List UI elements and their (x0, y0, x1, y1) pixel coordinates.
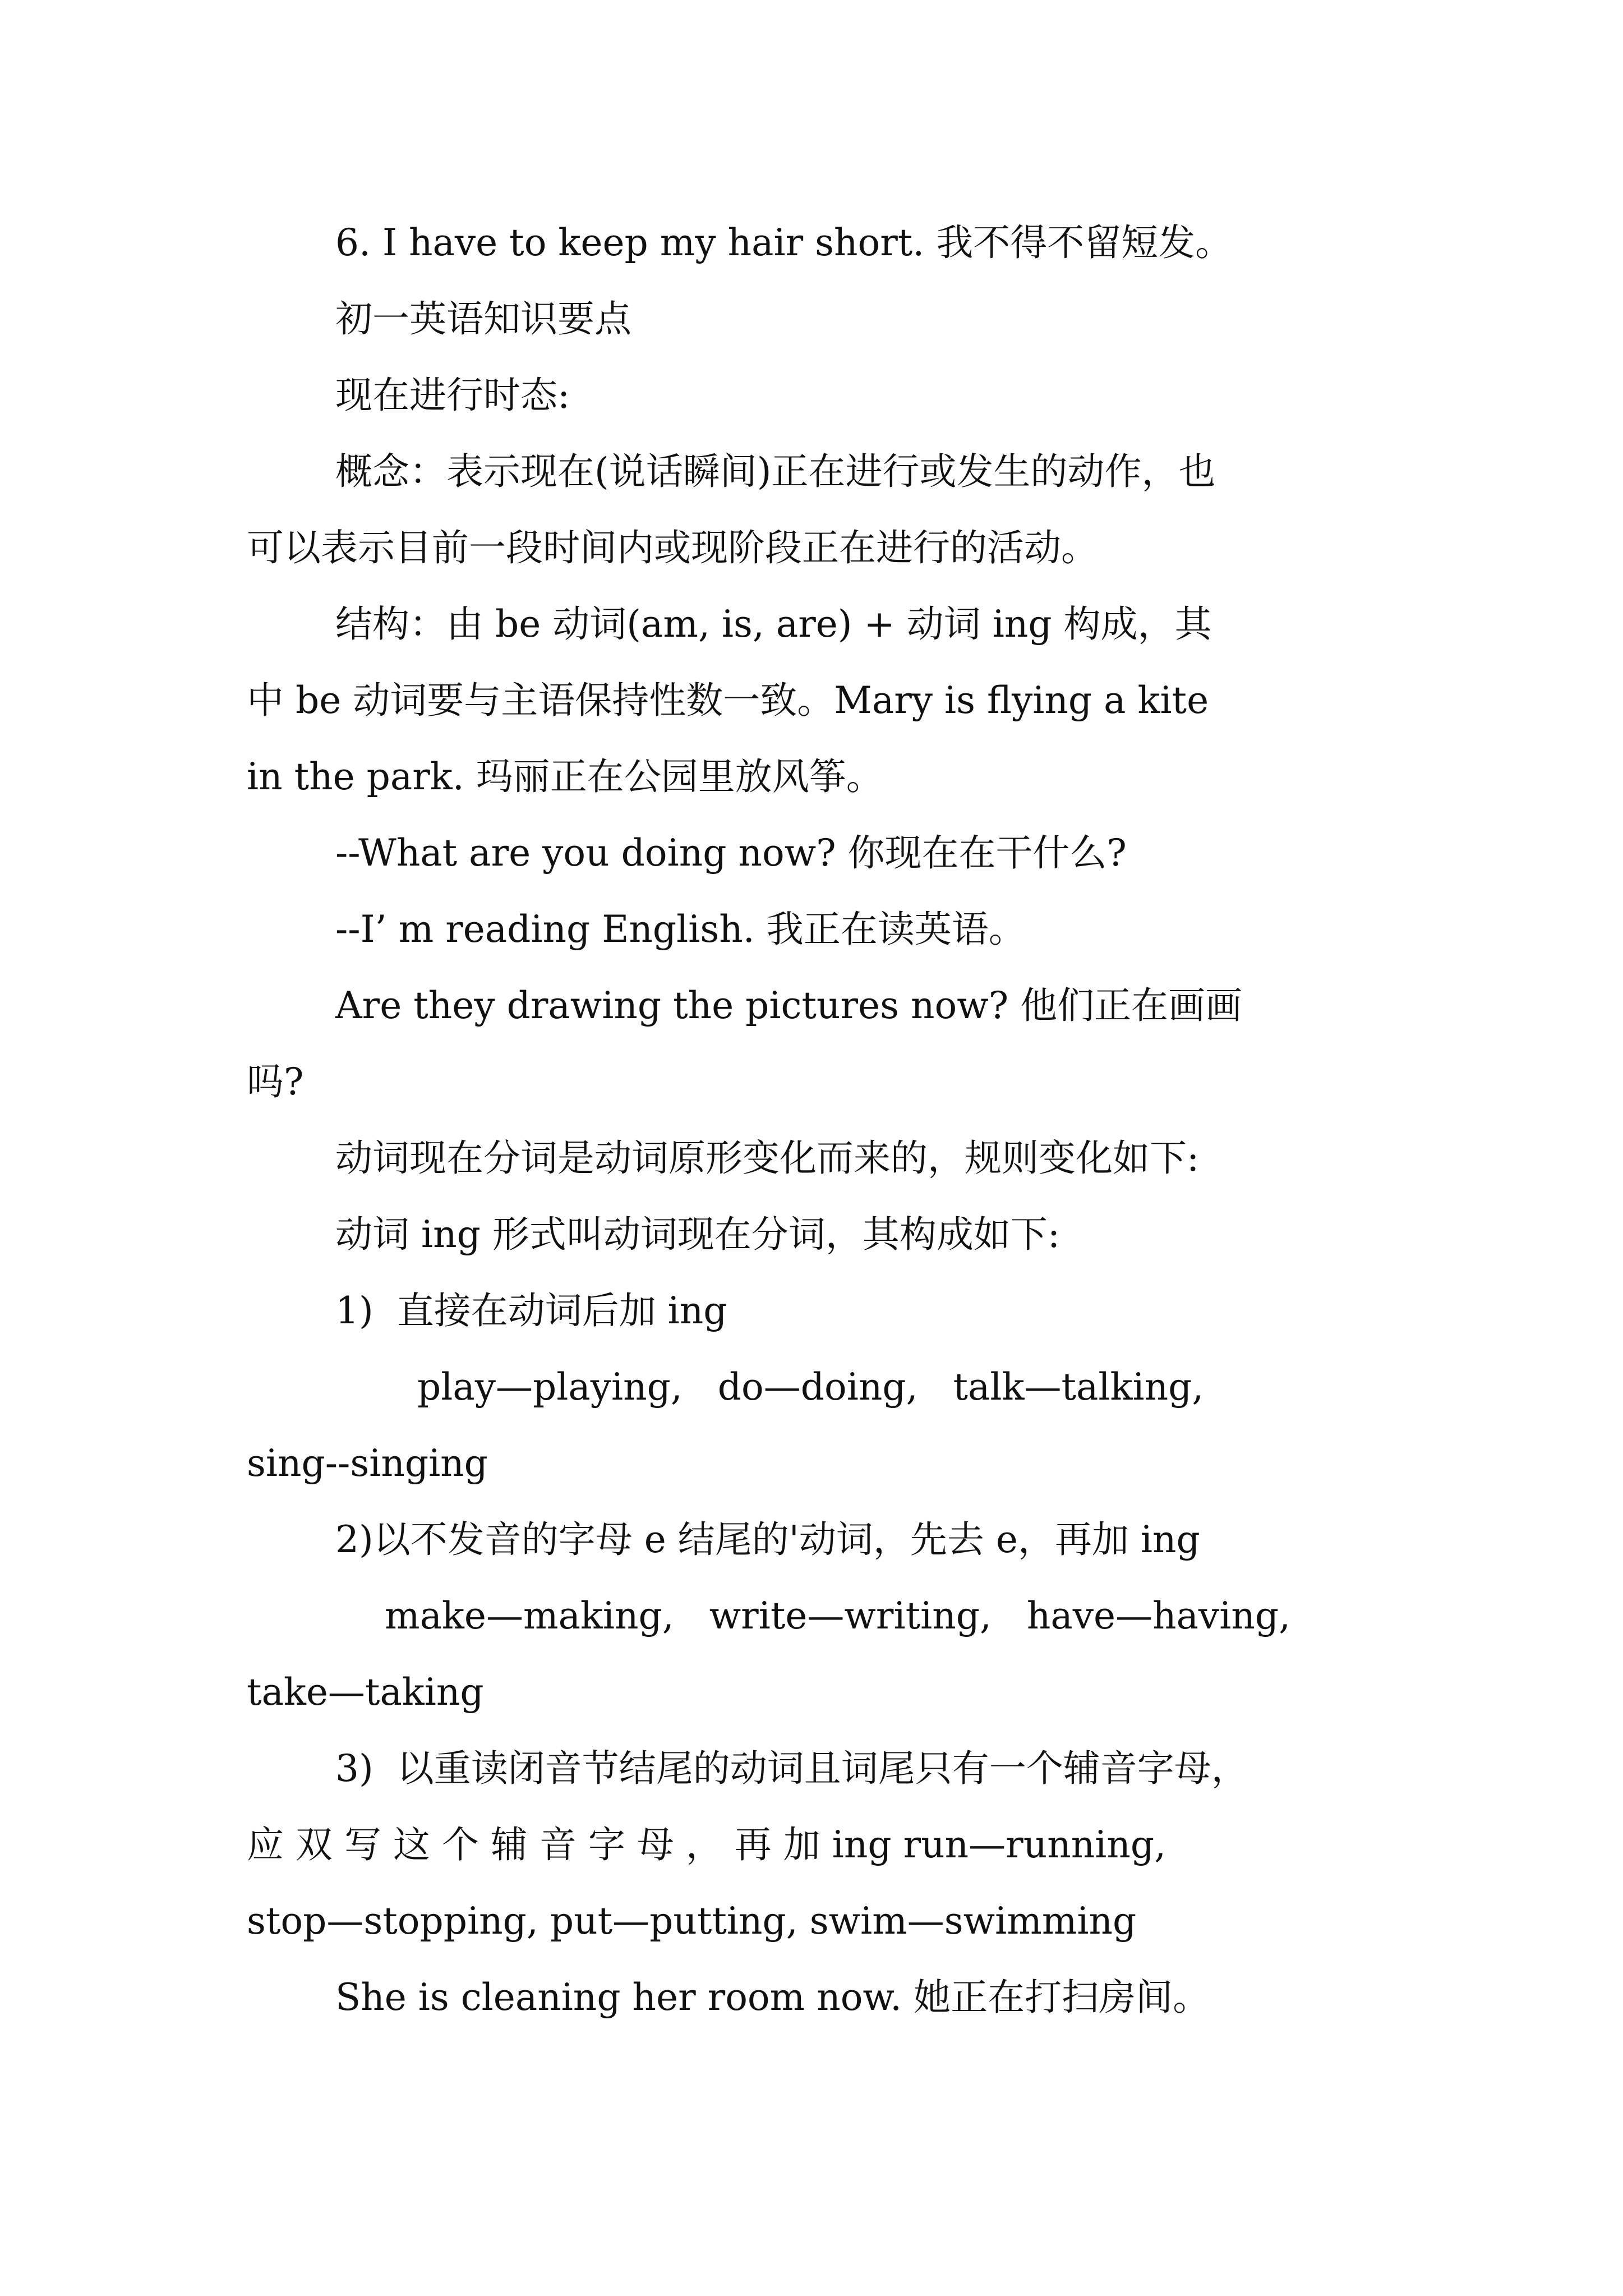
rule-3-line-1: 3) 以重读闭音节结尾的动词且词尾只有一个辅音字母， (335, 1747, 1248, 1790)
rule-2-examples-cont: take—taking (247, 1671, 484, 1714)
example-answer: --I’ m reading English. 我正在读英语。 (335, 908, 1026, 951)
participle-intro: 动词现在分词是动词原形变化而来的，规则变化如下: (335, 1137, 1200, 1180)
rule-1: 1) 直接在动词后加 ing (335, 1289, 727, 1332)
rule-3-line-3: stop—stopping, put—putting, swim—swimming (247, 1899, 1137, 1943)
example-question: --What are you doing now? 你现在在干什么? (335, 831, 1127, 875)
rule-2-examples: make—making, write—writing, have—having, (385, 1594, 1291, 1637)
participle-definition: 动词 ing 形式叫动词现在分词，其构成如下: (335, 1213, 1061, 1256)
sentence-6: 6. I have to keep my hair short. 我不得不留短发。 (335, 221, 1233, 264)
rule-3-line-2: 应 双 写 这 个 辅 音 字 母 ， 再 加 ing run—running, (247, 1823, 1166, 1866)
structure-line-2: 中 be 动词要与主语保持性数一致。Mary is flying a kite (247, 679, 1209, 722)
section-title: 初一英语知识要点 (335, 297, 631, 341)
rule-1-examples: play—playing, do—doing, talk—talking, (417, 1365, 1204, 1409)
concept-line-1: 概念：表示现在(说话瞬间)正在进行或发生的动作，也 (335, 450, 1216, 493)
subsection-title: 现在进行时态: (335, 374, 570, 417)
structure-line-1: 结构：由 be 动词(am, is, are) + 动词 ing 构成，其 (335, 602, 1212, 646)
example-drawing-line-2: 吗? (247, 1060, 304, 1103)
concept-line-2: 可以表示目前一段时间内或现阶段正在进行的活动。 (247, 526, 1098, 569)
rule-2: 2)以不发音的字母 e 结尾的'动词，先去 e，再加 ing (335, 1518, 1200, 1561)
example-cleaning: She is cleaning her room now. 她正在打扫房间。 (335, 1976, 1210, 2019)
rule-1-examples-cont: sing--singing (247, 1442, 488, 1485)
structure-line-3: in the park. 玛丽正在公园里放风筝。 (247, 755, 883, 798)
example-drawing-line-1: Are they drawing the pictures now? 他们正在画画 (335, 984, 1243, 1027)
